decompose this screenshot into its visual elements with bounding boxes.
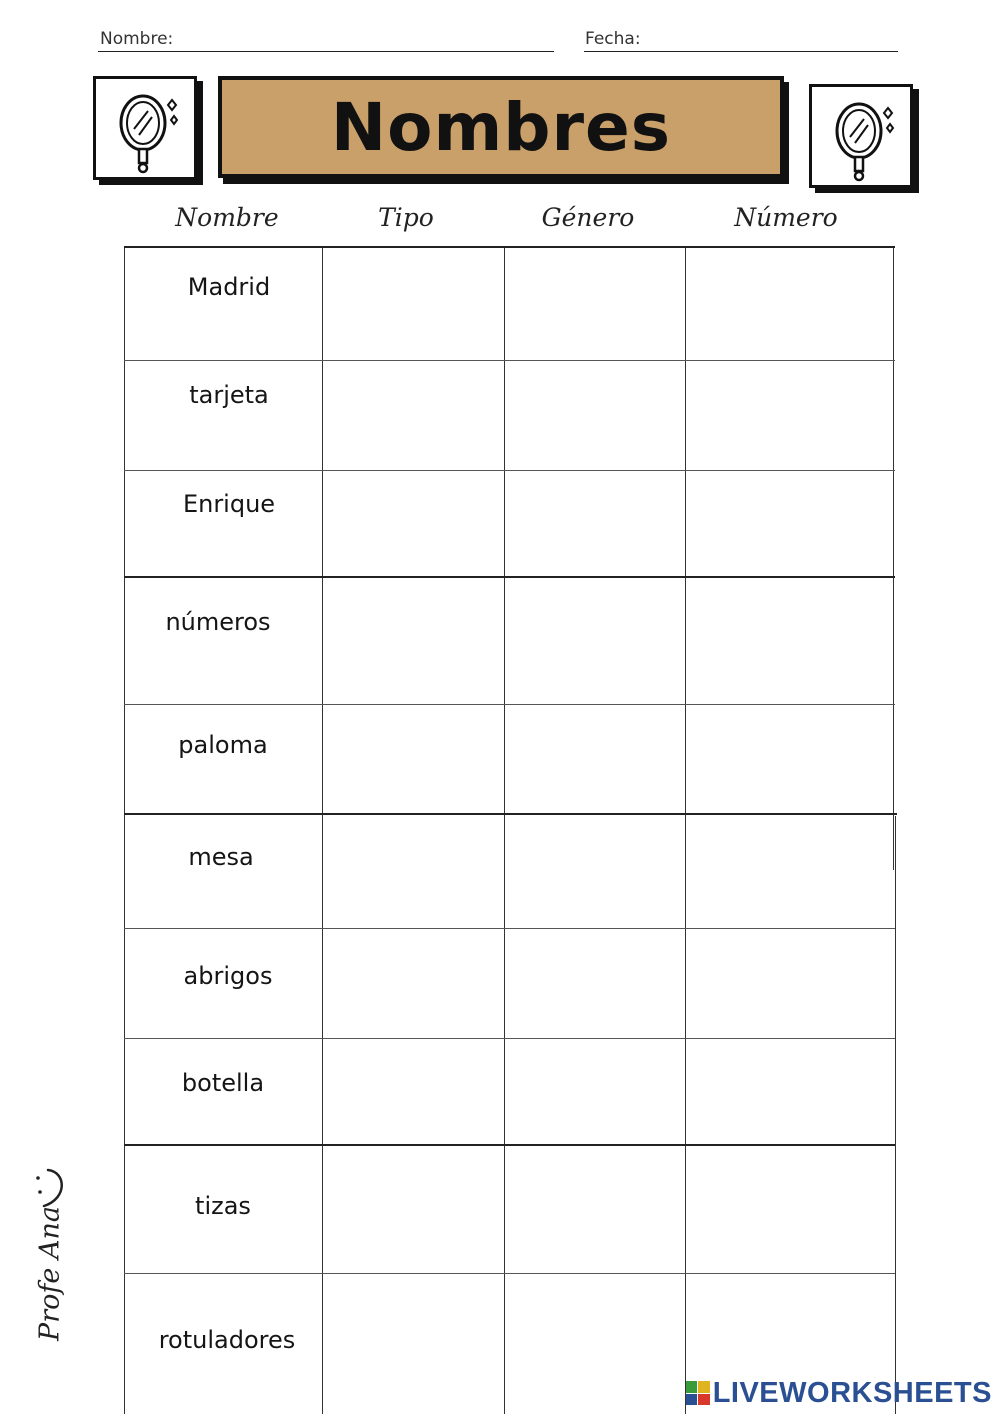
table-row-label: abrigos <box>183 962 273 990</box>
row-divider <box>124 1038 895 1039</box>
name-field[interactable] <box>98 51 554 52</box>
column-divider <box>322 246 323 1414</box>
name-label: Nombre: <box>100 29 174 49</box>
row-divider <box>124 1273 895 1274</box>
column-divider <box>504 246 505 1414</box>
column-divider <box>685 246 686 1414</box>
table-row-label: mesa <box>188 843 254 871</box>
table-border-right <box>893 246 894 870</box>
hand-mirror-icon <box>93 76 197 180</box>
column-header-tipo: Tipo <box>378 203 434 232</box>
teacher-signature <box>18 1180 78 1370</box>
table-row-label: tarjeta <box>189 381 269 409</box>
date-label: Fecha: <box>585 29 641 49</box>
liveworksheets-logo-icon <box>686 1381 710 1405</box>
row-divider <box>124 470 895 471</box>
column-header-genero: Género <box>541 203 635 232</box>
row-divider <box>124 928 895 929</box>
page-title: Nombres <box>330 88 672 166</box>
table-row-label: rotuladores <box>158 1326 296 1354</box>
worksheet-table <box>124 246 895 1414</box>
table-row-label: tizas <box>195 1192 251 1220</box>
table-border-left <box>124 246 125 1414</box>
table-row-label: números <box>165 608 271 636</box>
row-divider <box>124 1144 895 1146</box>
row-divider <box>124 576 895 578</box>
table-border-top <box>124 246 895 248</box>
row-divider <box>124 360 895 361</box>
hand-mirror-icon <box>809 84 913 188</box>
table-row-label: Madrid <box>187 273 271 301</box>
title-banner <box>218 76 784 178</box>
row-divider <box>124 704 895 705</box>
table-border-right <box>895 816 896 1414</box>
brand-name: LIVEWORKSHEETS <box>712 1376 992 1409</box>
table-row-label: paloma <box>178 731 268 759</box>
table-row-label: Enrique <box>182 490 276 518</box>
column-header-numero: Número <box>734 203 838 232</box>
date-field[interactable] <box>584 51 898 52</box>
column-header-nombre: Nombre <box>175 203 279 232</box>
row-divider <box>124 813 897 815</box>
table-row-label: botella <box>181 1069 265 1097</box>
liveworksheets-logo <box>686 1377 992 1409</box>
signature-text: Profe Ana <box>34 1206 66 1341</box>
